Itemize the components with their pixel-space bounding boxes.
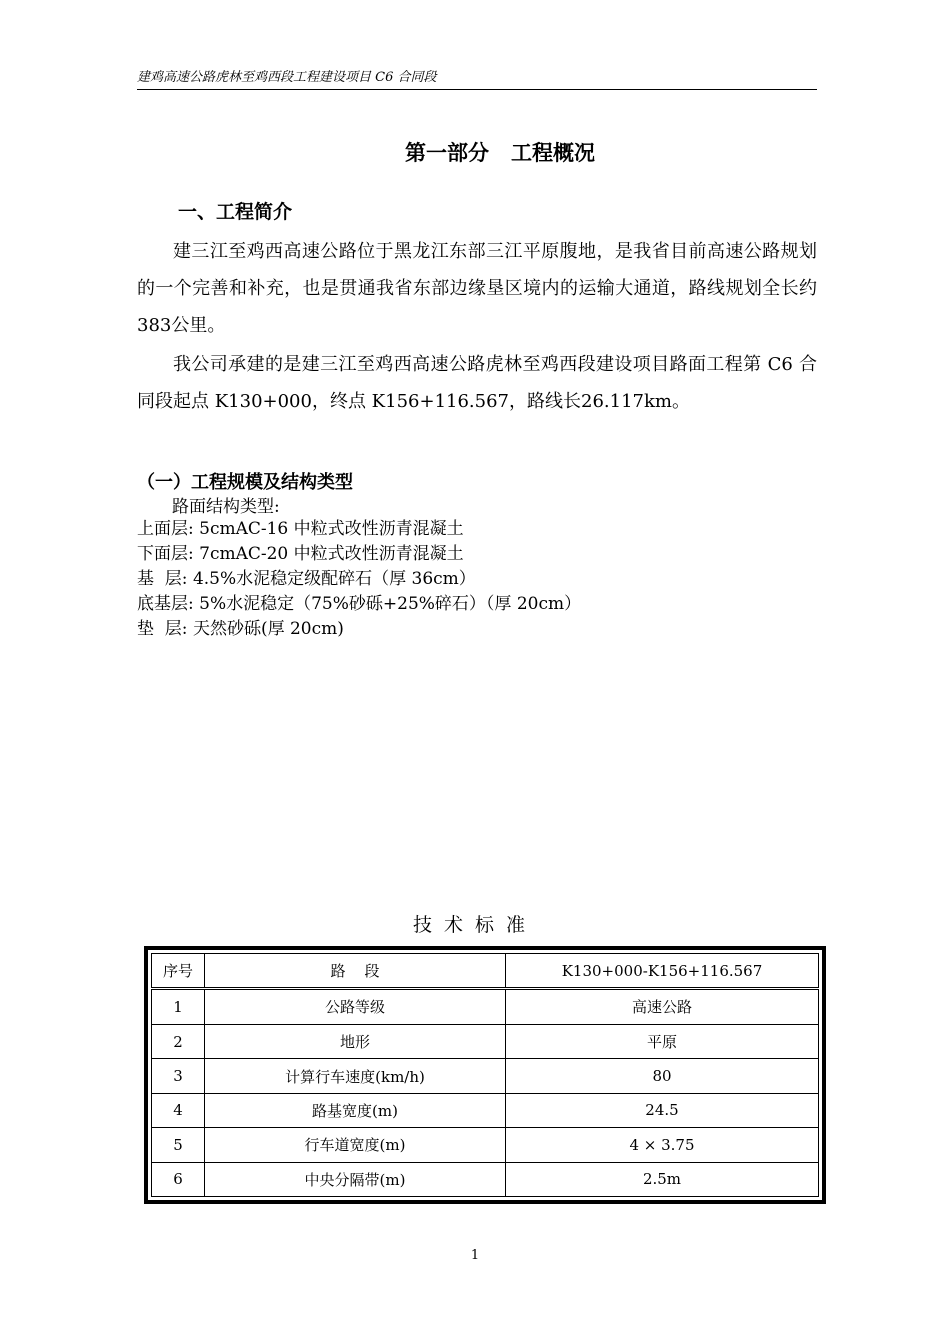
table-row [152,1093,819,1127]
header-cell: K130+000-K156+116.567 [506,954,819,989]
table-row [152,1059,819,1093]
structure-list [137,517,581,642]
structure-row: 底基层: 5%水泥稳定（75%砂砾+25%碎石）（厚 20cm） [137,594,582,614]
table-cell: 1 [152,989,205,1025]
table-row [152,1024,819,1058]
table-cell: 公路等级 [205,989,506,1025]
table-cell: 高速公路 [506,989,819,1025]
header-cell: 路 段 [205,954,506,989]
table-title: 技术标准 [412,914,537,936]
tech-standards-table [144,946,826,1204]
table-cell: 6 [152,1162,205,1196]
table-cell: 行车道宽度(m) [205,1128,506,1162]
table-cell: 平原 [506,1024,819,1058]
header-cell: 序号 [152,954,205,989]
table-cell: 24.5 [506,1093,819,1127]
section-heading: 一、工程简介 [178,201,293,223]
table-cell: 3 [152,1059,205,1093]
page-number: 1 [470,1248,480,1263]
structure-title: 路面结构类型: [172,497,280,517]
table-row [152,1162,819,1196]
table-cell: 2 [152,1024,205,1058]
table-cell: 地形 [205,1024,506,1058]
table-cell: 4 × 3.75 [506,1128,819,1162]
table-cell: 计算行车速度(km/h) [205,1059,506,1093]
table-row [152,1128,819,1162]
title-part: 第一部分 [405,140,490,165]
title-name: 工程概况 [510,140,595,165]
table-header-row [152,954,819,989]
table-cell: 中央分隔带(m) [205,1162,506,1196]
structure-row: 下面层: 7cmAC-20 中粒式改性沥青混凝土 [137,544,464,564]
subsection-heading: （一）工程规模及结构类型 [137,472,353,493]
structure-row: 上面层: 5cmAC-16 中粒式改性沥青混凝土 [137,519,464,539]
table-cell: 4 [152,1093,205,1127]
table-cell: 路基宽度(m) [205,1093,506,1127]
table-cell: 2.5m [506,1162,819,1196]
page-title [0,137,950,167]
table-cell: 80 [506,1059,819,1093]
intro-paragraph-1: 建三江至鸡西高速公路位于黑龙江东部三江平原腹地，是我省目前高速公路规划的一个完善和补充，也是贯通我省东部边缘垦区境内的运输大通道，路线规划全长约383公里。 [137,241,817,336]
table-cell: 5 [152,1128,205,1162]
structure-row: 基 层: 4.5%水泥稳定级配碎石（厚 36cm） [137,569,476,589]
structure-row: 垫 层: 天然砂砾(厚 20cm) [137,619,344,639]
page-header: 建鸡高速公路虎林至鸡西段工程建设项目 C6 合同段 [137,66,817,90]
table-row [152,989,819,1025]
intro-paragraph-2: 我公司承建的是建三江至鸡西高速公路虎林至鸡西段建设项目路面工程第 C6 合同段起点 K130+000，终点 K156+116.567，路线长26.117km。 [137,354,817,412]
